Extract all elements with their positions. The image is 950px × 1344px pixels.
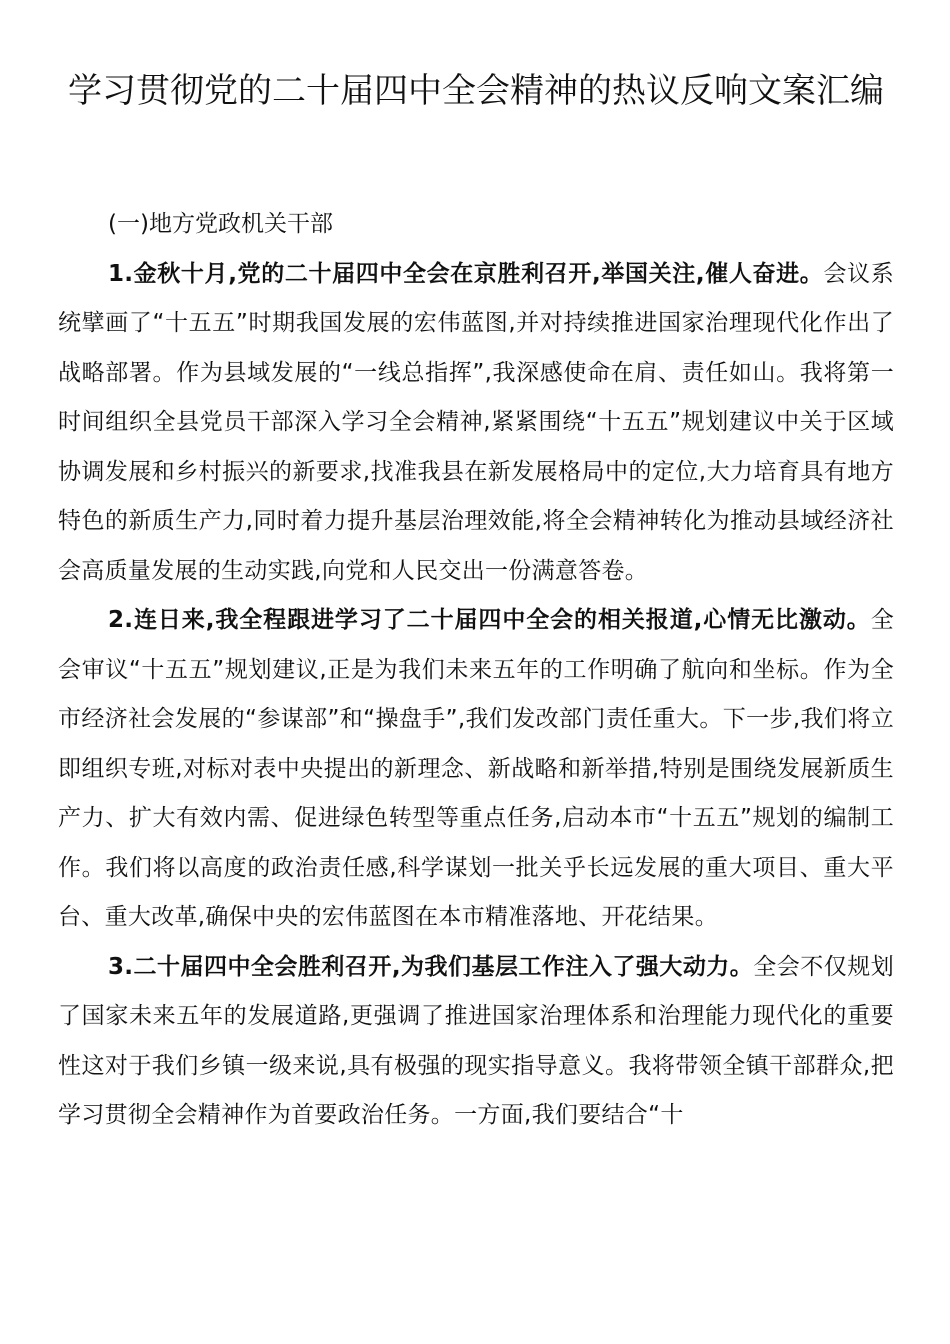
paragraph-1 [58, 250, 894, 597]
paragraph-1-lead: 1.金秋十月,党的二十届四中全会在京胜利召开,举国关注,催人奋进。 [108, 260, 824, 287]
paragraph-2-lead: 2.连日来,我全程跟进学习了二十届四中全会的相关报道,心情无比激动。 [108, 607, 871, 633]
paragraph-2 [58, 596, 894, 943]
document-page [58, 66, 894, 1141]
paragraph-3-lead: 3.二十届四中全会胜利召开,为我们基层工作注入了强大动力。 [108, 953, 754, 980]
section-heading: (一)地方党政机关干部 [108, 211, 333, 237]
paragraph-3-body: 全会不仅规划了国家未来五年的发展道路,更强调了推进国家治理体系和治理能力现代化的重要性这对于我们乡镇一级来说,具有极强的现实指导意义。我将带领全镇干部群众,把学习贯彻全会精神作为首要政治任务。一方面,我们要结合“十 [58, 953, 894, 1128]
paragraph-2-body: 全会审议“十五五”规划建议,正是为我们未来五年的工作明确了航向和坐标。作为全市经济社会发展的“参谋部”和“操盘手”,我们发改部门责任重大。下一步,我们将立即组织专班,对标对表中央提出的新理念、新战略和新举措,特别是围绕发展新质生产力、扩大有效内需、促进绿色转型等重点任务,启动本市“十五五”规划的编制工作。我们将以高度的政治责任感,科学谋划一批关乎长远发展的重大项目、重大平台、重大改革,确保中央的宏伟蓝图在本市精准落地、开花结果。 [58, 607, 894, 930]
paragraph-1-body: 会议系统擘画了“十五五”时期我国发展的宏伟蓝图,并对持续推进国家治理现代化作出了战略部署。作为县域发展的“一线总指挥”,我深感使命在肩、责任如山。我将第一时间组织全县党员干部深入学习全会精神,紧紧围绕“十五五”规划建议中关于区域协调发展和乡村振兴的新要求,找准我县在新发展格局中的定位,大力培育具有地方特色的新质生产力,同时着力提升基层治理效能,将全会精神转化为推动县域经济社会高质量发展的生动实践,向党和人民交出一份满意答卷。 [58, 260, 894, 584]
document-title: 学习贯彻党的二十届四中全会精神的热议反响文案汇编 [68, 71, 884, 111]
paragraph-3 [58, 943, 894, 1141]
